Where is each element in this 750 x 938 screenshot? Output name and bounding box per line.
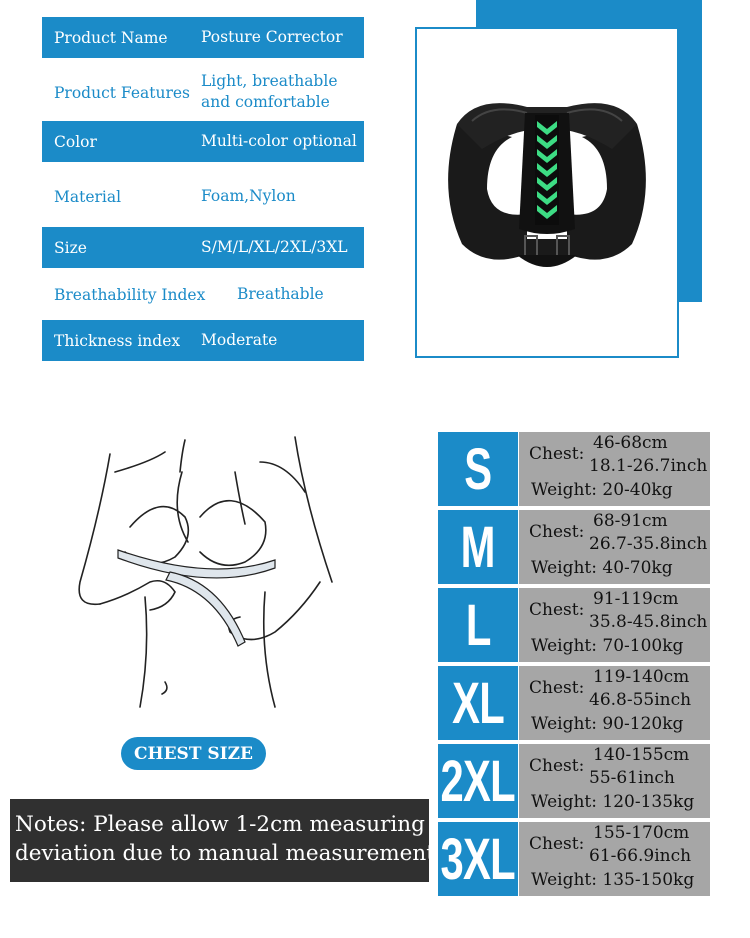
size-info	[519, 666, 710, 740]
size-info	[519, 744, 710, 818]
weight-range: Weight: 40-70kg	[531, 558, 673, 578]
spec-key: Size	[54, 238, 87, 257]
weight-range: Weight: 90-120kg	[531, 714, 684, 734]
chest-label: Chest:	[529, 756, 585, 776]
chest-cm: 119-140cm	[593, 667, 690, 687]
size-info	[519, 588, 710, 662]
notes-line: deviation due to manual measurement	[15, 841, 435, 866]
chest-label: Chest:	[529, 834, 585, 854]
posture-corrector-image	[417, 29, 677, 356]
spec-value: S/M/L/XL/2XL/3XL	[201, 238, 348, 256]
product-image-frame	[415, 27, 679, 358]
size-label	[438, 432, 518, 506]
chest-size-label: CHEST SIZE	[121, 737, 266, 770]
chest-measure-illustration	[70, 432, 350, 732]
size-label	[438, 666, 518, 740]
spec-key: Thickness index	[54, 331, 181, 350]
spec-row-material	[42, 176, 364, 217]
spec-row-product-name	[42, 17, 364, 58]
spec-row-color	[42, 121, 364, 162]
spec-key: Color	[54, 132, 97, 151]
spec-value: Foam,Nylon	[201, 187, 296, 205]
size-chart	[438, 432, 710, 900]
chest-label: Chest:	[529, 600, 585, 620]
size-label-text: 3XL	[440, 826, 516, 892]
chest-inch: 26.7-35.8inch	[589, 534, 708, 554]
chest-label: Chest:	[529, 522, 585, 542]
weight-range: Weight: 135-150kg	[531, 870, 695, 890]
spec-row-breathability	[42, 274, 364, 315]
spec-key: Product Name	[54, 28, 168, 47]
spec-value	[201, 71, 338, 113]
size-row-3xl	[438, 822, 710, 896]
chest-inch: 35.8-45.8inch	[589, 612, 708, 632]
measurement-notes	[10, 799, 435, 882]
size-label-text: M	[460, 514, 496, 580]
size-row-l	[438, 588, 710, 662]
spec-value-line: and comfortable	[201, 93, 330, 111]
spec-row-product-features	[42, 64, 364, 118]
chest-inch: 46.8-55inch	[589, 690, 692, 710]
notes-line: Notes: Please allow 1-2cm measuring	[15, 812, 425, 837]
chest-cm: 91-119cm	[593, 589, 679, 609]
spec-value-line: Light, breathable	[201, 72, 338, 90]
spec-key: Breathability Index	[54, 285, 206, 304]
size-label-text: XL	[452, 670, 504, 736]
weight-range: Weight: 120-135kg	[531, 792, 695, 812]
size-row-s	[438, 432, 710, 506]
weight-range: Weight: 20-40kg	[531, 480, 673, 500]
size-label	[438, 588, 518, 662]
spec-value: Breathable	[237, 285, 324, 303]
size-label-text: 2XL	[440, 748, 516, 814]
chest-cm: 68-91cm	[593, 511, 668, 531]
size-label	[438, 510, 518, 584]
chest-cm: 140-155cm	[593, 745, 690, 765]
spec-value: Multi-color optional	[201, 132, 357, 150]
size-label-text: S	[464, 436, 492, 502]
spec-value: Posture Corrector	[201, 28, 343, 46]
size-label	[438, 744, 518, 818]
size-label	[438, 822, 518, 896]
chest-label: Chest:	[529, 678, 585, 698]
size-row-2xl	[438, 744, 710, 818]
spec-row-thickness	[42, 320, 364, 361]
size-info	[519, 510, 710, 584]
size-row-m	[438, 510, 710, 584]
size-info	[519, 822, 710, 896]
chest-label: Chest:	[529, 444, 585, 464]
chest-cm: 155-170cm	[593, 823, 690, 843]
chest-cm: 46-68cm	[593, 433, 668, 453]
spec-key: Product Features	[54, 84, 190, 102]
size-label-text: L	[465, 592, 491, 658]
chest-inch: 61-66.9inch	[589, 846, 692, 866]
weight-range: Weight: 70-100kg	[531, 636, 684, 656]
spec-key: Material	[54, 187, 122, 206]
spec-value: Moderate	[201, 331, 278, 349]
chest-inch: 18.1-26.7inch	[589, 456, 708, 476]
size-row-xl	[438, 666, 710, 740]
chest-inch: 55-61inch	[589, 768, 675, 788]
spec-row-size	[42, 227, 364, 268]
size-info	[519, 432, 710, 506]
